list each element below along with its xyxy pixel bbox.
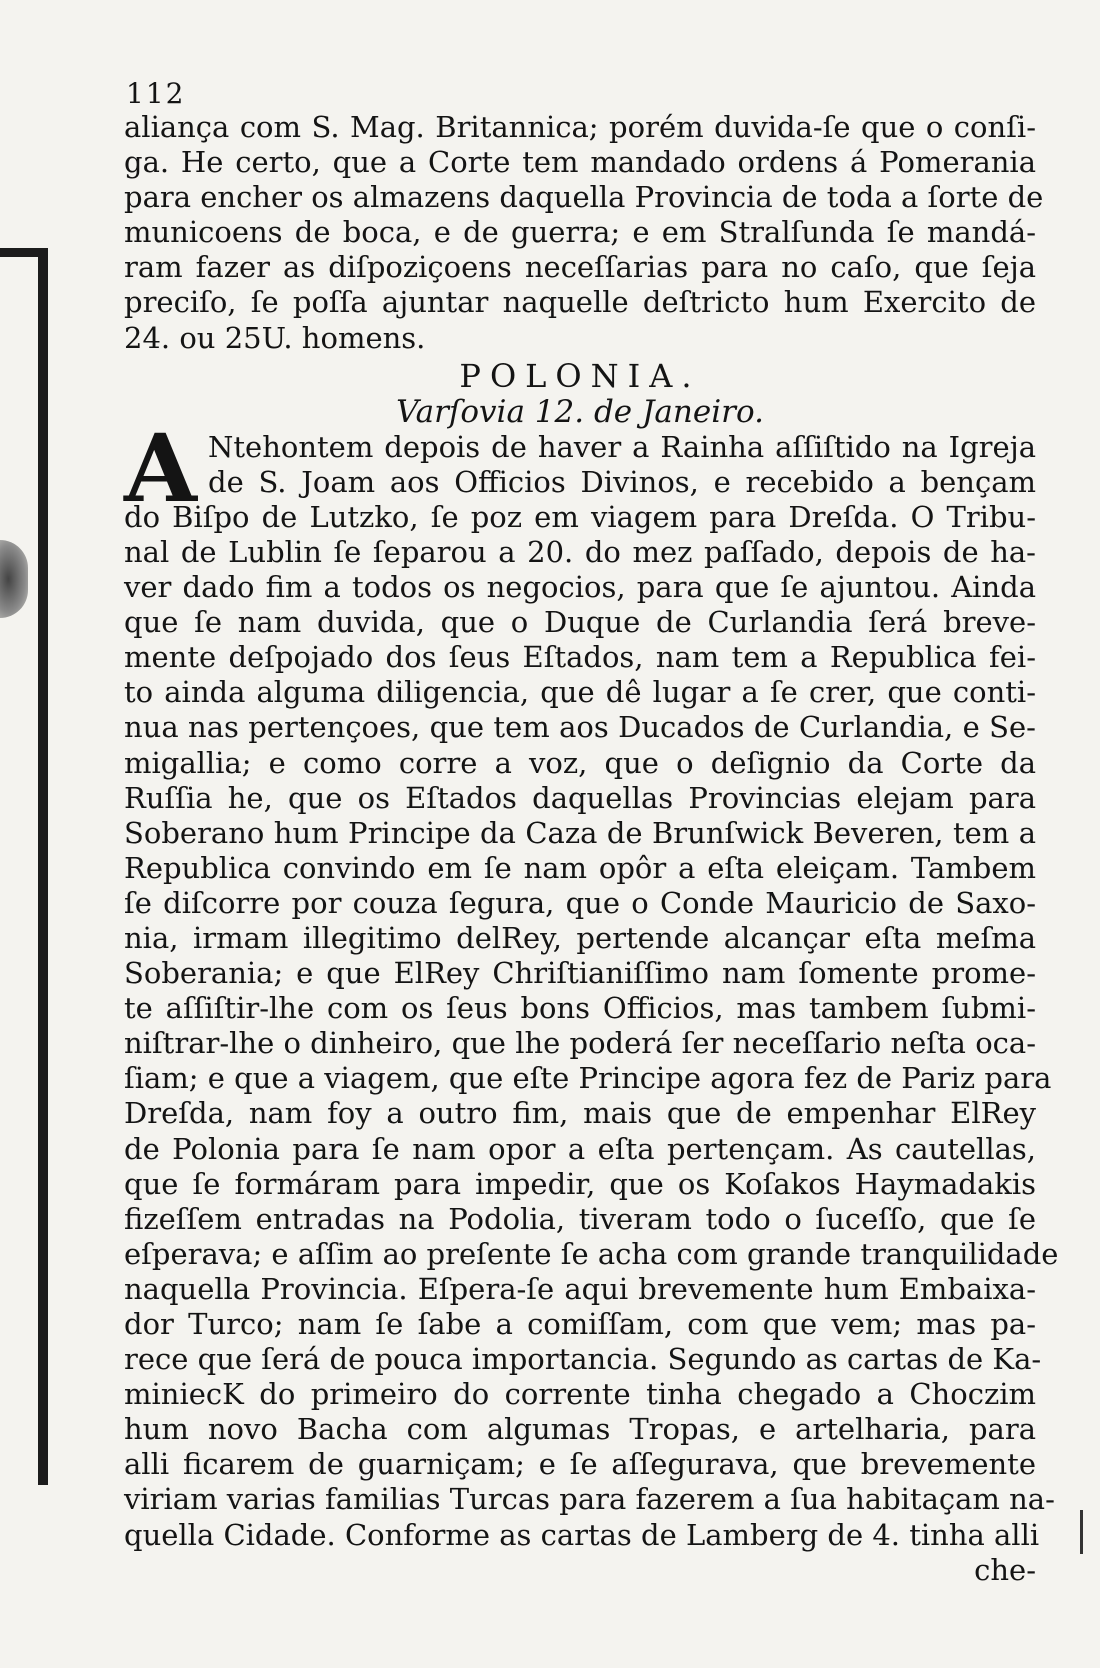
text-line: para encher os almazens daquella Provincia de toda a ſorte de [124,180,1044,215]
text-line: Ntehontem depois de haver a Rainha aſſiſtido na Igreja [208,429,1036,464]
text-line: hum novo Bacha com algumas Tropas, e artelharia, para [124,1412,1036,1447]
margin-mark [1080,1510,1083,1554]
text-line: nua nas pertençoes, que tem aos Ducados de Curlandia, e Se- [124,710,1036,745]
text-line: ga. He certo, que a Corte tem mandado ordens á Pomerania [124,145,1036,180]
text-line: Soberano hum Principe da Caza de Brunſwick Beveren, tem a [124,815,1036,850]
text-line: rece que ſerá de pouca importancia. Segundo as cartas de Ka- [124,1342,1042,1377]
ink-blot [0,540,28,618]
text-line: fizeſſem entradas na Podolia, tiveram todo o ſuceſſo, que ſe [124,1201,1036,1236]
text-line: aliança com S. Mag. Britannica; porém duvida-ſe que o conſi- [124,110,1036,144]
text-line: quella Cidade. Conforme as cartas de Lamberg de 4. tinha alli [124,1517,1040,1552]
text-line: 24. ou 25U. homens. [124,320,426,355]
text-line: de S. Joam aos Officios Divinos, e recebido a bençam [208,464,1036,499]
dateline: Varſovia 12. de Janeiro. [396,393,764,430]
text-line: Republica convindo em ſe nam opôr a eſta eleiçam. Tambem [124,850,1036,885]
text-line: nal de Lublin ſe ſeparou a 20. do mez paſſado, depois de ha- [124,534,1036,569]
main-paragraph [124,413,1059,1553]
text-line: mente deſpojado dos ſeus Eſtados, nam tem a Republica fei- [124,640,1036,675]
text-line: Ruſſia he, que os Eſtados daquellas Provincias elejam para [124,780,1036,815]
text-line: eſperava; e aſſim ao preſente ſe acha com grande tranquilidade [124,1236,1059,1271]
text-line: do Biſpo de Lutzko, ſe poz em viagem para Dreſda. O Tribu- [124,499,1036,534]
text-line: migallia; e como corre a voz, que o deſignio da Corte da [124,745,1036,780]
body-lines [124,499,1059,1553]
text-line: viriam varias familias Turcas para fazerem a ſua habitaçam na- [124,1482,1055,1517]
drop-cap: A [124,413,197,524]
text-line: ver dado fim a todos os negocios, para que ſe ajuntou. Ainda [124,570,1036,605]
page-number: 112 [126,77,186,110]
text-line: niſtrar-lhe o dinheiro, que lhe poderá ſer neceſſario neſta oca- [124,1026,1036,1061]
text-line: te aſſiſtir-lhe com os ſeus bons Officios, mas tambem ſubmi- [124,991,1036,1026]
text-line: naquella Provincia. Eſpera-ſe aqui brevemente hum Embaixa- [124,1271,1036,1306]
text-line: municoens de boca, e de guerra; e em Stralſunda ſe mandá- [124,215,1036,250]
text-line: preciſo, ſe poſſa ajuntar naquelle deſtricto hum Exercito de [124,285,1036,320]
text-line: ſe diſcorre por couza ſegura, que o Conde Mauricio de Saxo- [124,885,1036,920]
text-line: que ſe nam duvida, que o Duque de Curlandia ſerá breve- [124,605,1036,640]
text-line: de Polonia para ſe nam opor a eſta pertençam. As cautellas, [124,1131,1036,1166]
text-line: alli ficarem de guarniçam; e ſe aſſegurava, que brevemente [124,1447,1036,1482]
text-line: que ſe formáram para impedir, que os Koſakos Haymadakis [124,1166,1036,1201]
text-line: Soberania; e que ElRey Chriſtianiſſimo nam ſomente prome- [124,956,1036,991]
catchword: che- [974,1552,1036,1587]
text-line: dor Turco; nam ſe ſabe a comiſſam, com que vem; mas pa- [124,1307,1036,1341]
text-line: Dreſda, nam foy a outro fim, mais que de empenhar ElRey [124,1096,1036,1131]
section-heading: POLONIA. [459,356,701,395]
opening-paragraph [124,110,1044,356]
text-line: miniecK do primeiro do corrente tinha chegado a Choczim [124,1377,1036,1412]
text-line: to ainda alguma diligencia, que dê lugar a ſe crer, que conti- [124,675,1036,710]
text-line: ram fazer as diſpoziçoens neceſſarias para no caſo, que ſeja [124,250,1036,285]
binding-edge-bar [38,255,48,1485]
text-block [124,77,1059,1587]
text-line: nia, irmam illegitimo delRey, pertende alcançar eſta meſma [124,920,1036,955]
text-line: ſiam; e que a viagem, que eſte Principe agora fez de Pariz para [124,1061,1052,1096]
